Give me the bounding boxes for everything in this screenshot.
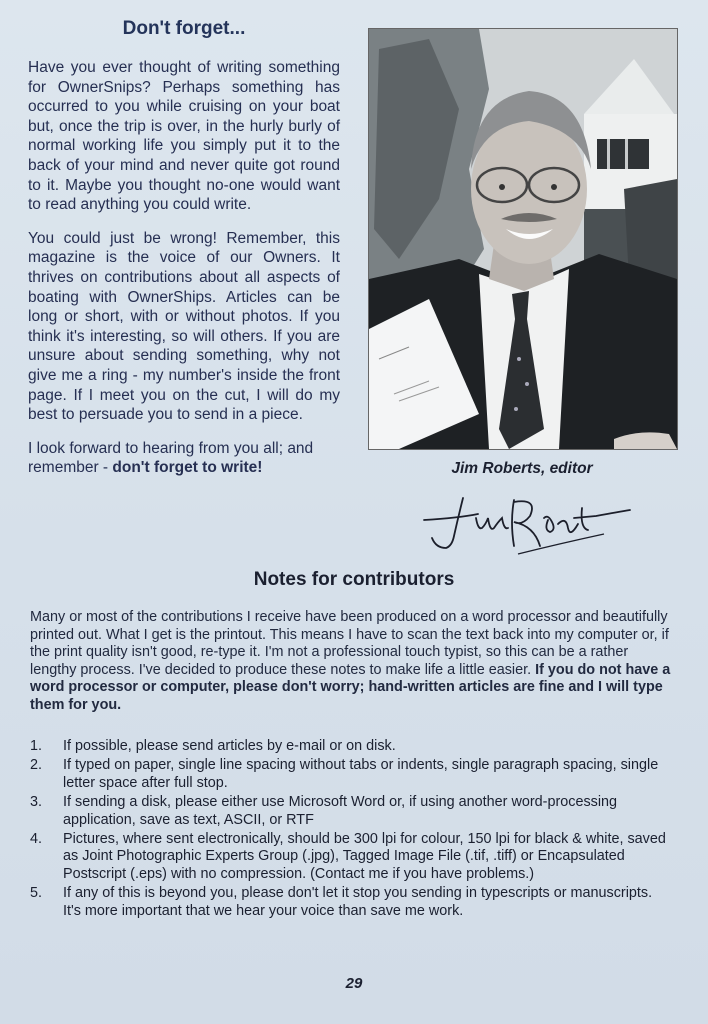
page-number: 29 [345,975,363,992]
list-item-number: 1. [30,738,43,754]
list-item-number: 2. [30,757,43,774]
list-item-text: Pictures, where sent electronically, should be 300 lpi for colour, 150 lpi for black & white, saved as Joint Photographic Experts Group (.jpg), Tagged Image File (.tif, .tiff) or Encapsulated Postscript (.eps) with no compression. (Contact me if you have problems.) [63,831,666,882]
notes-intro-emphasis: If you do not have a word processor or computer, please don't worry; hand-written articles are fine and I will type them for you. [30,661,671,713]
list-item-text: If sending a disk, please either use Microsoft Word or, if using another word-processing application, save as text, ASCII, or RTF [63,794,618,828]
list-item-number: 5. [30,885,43,902]
dont-forget-heading: Don't forget... [122,18,246,39]
list-item [30,738,672,755]
editor-portrait-image [369,29,677,449]
list-item [30,885,672,920]
list-item-number: 3. [30,794,43,811]
paragraph-3-emphasis: don't forget to write! [112,459,263,477]
notes-list [30,738,672,920]
editor-photo [368,28,678,450]
notes-intro [30,609,672,715]
list-item [30,794,672,829]
list-item-number: 4. [30,831,43,848]
editor-signature-image [418,488,638,558]
paragraph-1: Have you ever thought of writing something for OwnerSnips? Perhaps something has occurred to you while cruising on your boat but, once the trip is over, in the hurly burly of normal working life you simply put it to the back of your mind and never quite got round to it. Maybe you thought no-one would want to read anything you could write. [28,59,340,214]
list-item-text: If possible, please send articles by e-mail or on disk. [63,738,396,754]
paragraph-3 [28,439,340,478]
photo-caption: Jim Roberts, editor [451,460,593,477]
notes-for-contributors-heading: Notes for contributors [253,569,455,590]
left-column [28,58,340,492]
list-item-text: If typed on paper, single line spacing without tabs or indents, single paragraph spacing, single letter space after full stop. [63,757,659,791]
paragraph-2: You could just be wrong! Remember, this magazine is the voice of our Owners. It thrives on contributions about all aspects of boating with OwnerShips. Articles can be long or short, with or without photos. If you think it's interesting, so will others. If you are unsure about sending something, why not give me a ring - my number's inside the front page. If I meet you on the cut, I will do my best to persuade you to send in a piece. [28,229,340,424]
paragraph-3-text: I look forward to hearing from you all; and remember - [28,439,314,477]
list-item-text: If any of this is beyond you, please don't let it stop you sending in typescripts or manuscripts. It's more important that we hear your voice than save me work. [63,885,653,919]
list-item [30,757,672,792]
notes-intro-text: Many or most of the contributions I receive have been produced on a word processor and beautifully printed out. What I get is the printout. This means I have to scan the text back into my computer or, if the print quality isn't good, re-type it. I'm not a professional touch typist, so this can be a rather lengthy process. I've decided to produce these notes to make life a little easier. [30,609,669,678]
list-item [30,831,672,883]
